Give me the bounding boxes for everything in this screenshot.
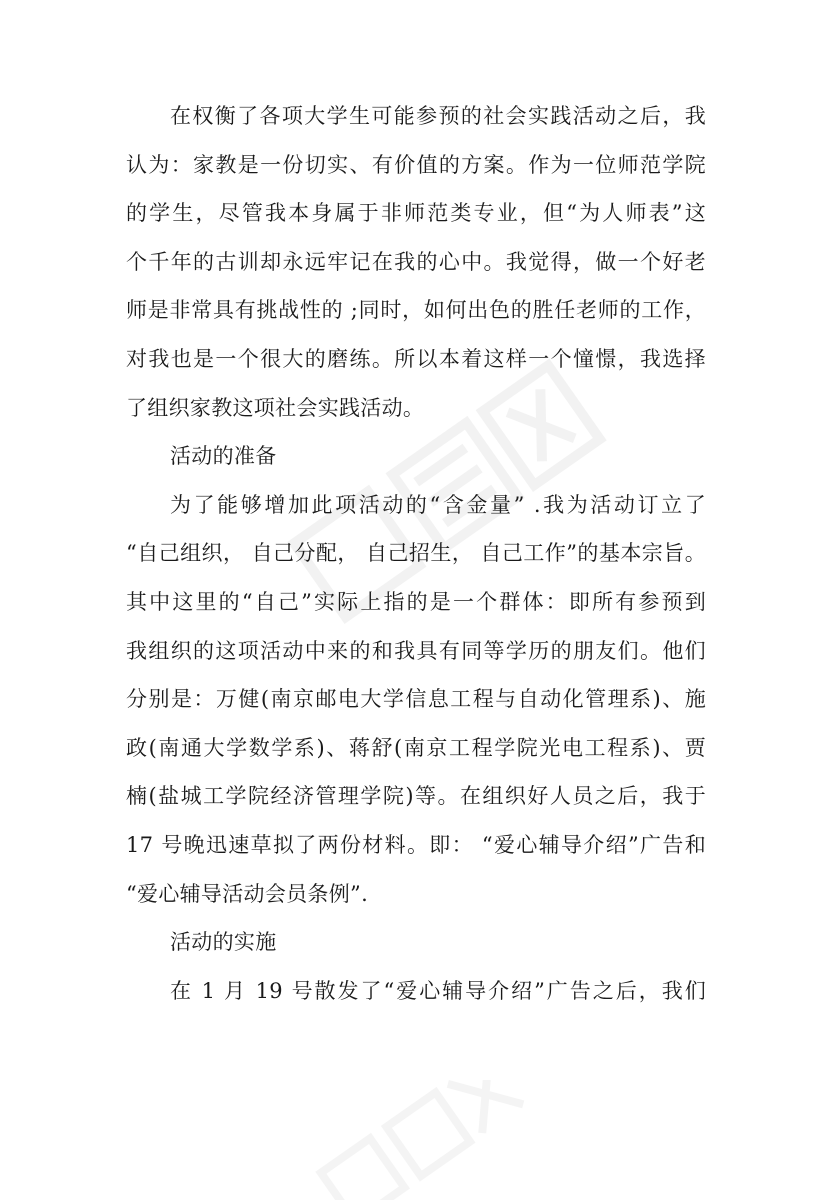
watermark-logo-bottom <box>300 1080 540 1200</box>
paragraph-line: 楠(盐城工学院经济管理学院)等。在组织好人员之后，我于 <box>126 784 706 809</box>
paragraph-line: 师是非常具有挑战性的 ;同时，如何出色的胜任老师的工作， <box>126 298 706 323</box>
paragraph-line: 了组织家教这项社会实践活动。 <box>126 395 425 420</box>
paragraph-line: 其中这里的“自己”实际上指的是一个群体：即所有参预到 <box>126 589 706 614</box>
section-heading: 活动的实施 <box>170 930 277 955</box>
paragraph-line: 的学生，尽管我本身属于非师范类专业，但“为人师表”这 <box>126 201 706 226</box>
paragraph-line: 在权衡了各项大学生可能参预的社会实践活动之后，我 <box>170 104 706 128</box>
paragraph-line: 政(南通大学数学系)、蒋舒(南京工程学院光电工程系)、贾 <box>126 735 706 760</box>
paragraph-line: 认为：家教是一份切实、有价值的方案。作为一位师范学院 <box>126 152 706 177</box>
paragraph-line: 对我也是一个很大的磨练。所以本着这样一个憧憬，我选择 <box>126 346 706 371</box>
paragraph-line: “爱心辅导活动会员条例”. <box>126 881 369 906</box>
paragraph-line: 我组织的这项活动中来的和我具有同等学历的朋友们。他们 <box>126 638 706 663</box>
paragraph-line: 分别是：万健(南京邮电大学信息工程与自动化管理系)、施 <box>126 687 706 712</box>
paragraph-line: 在 1 月 19 号散发了“爱心辅导介绍”广告之后，我们 <box>170 978 706 1003</box>
paragraph-line: 为了能够增加此项活动的“含金量” .我为活动订立了 <box>170 492 706 517</box>
paragraph-line: “自己组织， 自己分配， 自己招生， 自己工作”的基本宗旨。 <box>126 541 706 566</box>
paragraph-line: 17 号晚迅速草拟了两份材料。即： “爱心辅导介绍”广告和 <box>126 832 706 857</box>
document-body <box>126 96 706 1019</box>
paragraph-line: 个千年的古训却永远牢记在我的心中。我觉得，做一个好老 <box>126 249 706 274</box>
section-heading: 活动的准备 <box>170 444 277 469</box>
